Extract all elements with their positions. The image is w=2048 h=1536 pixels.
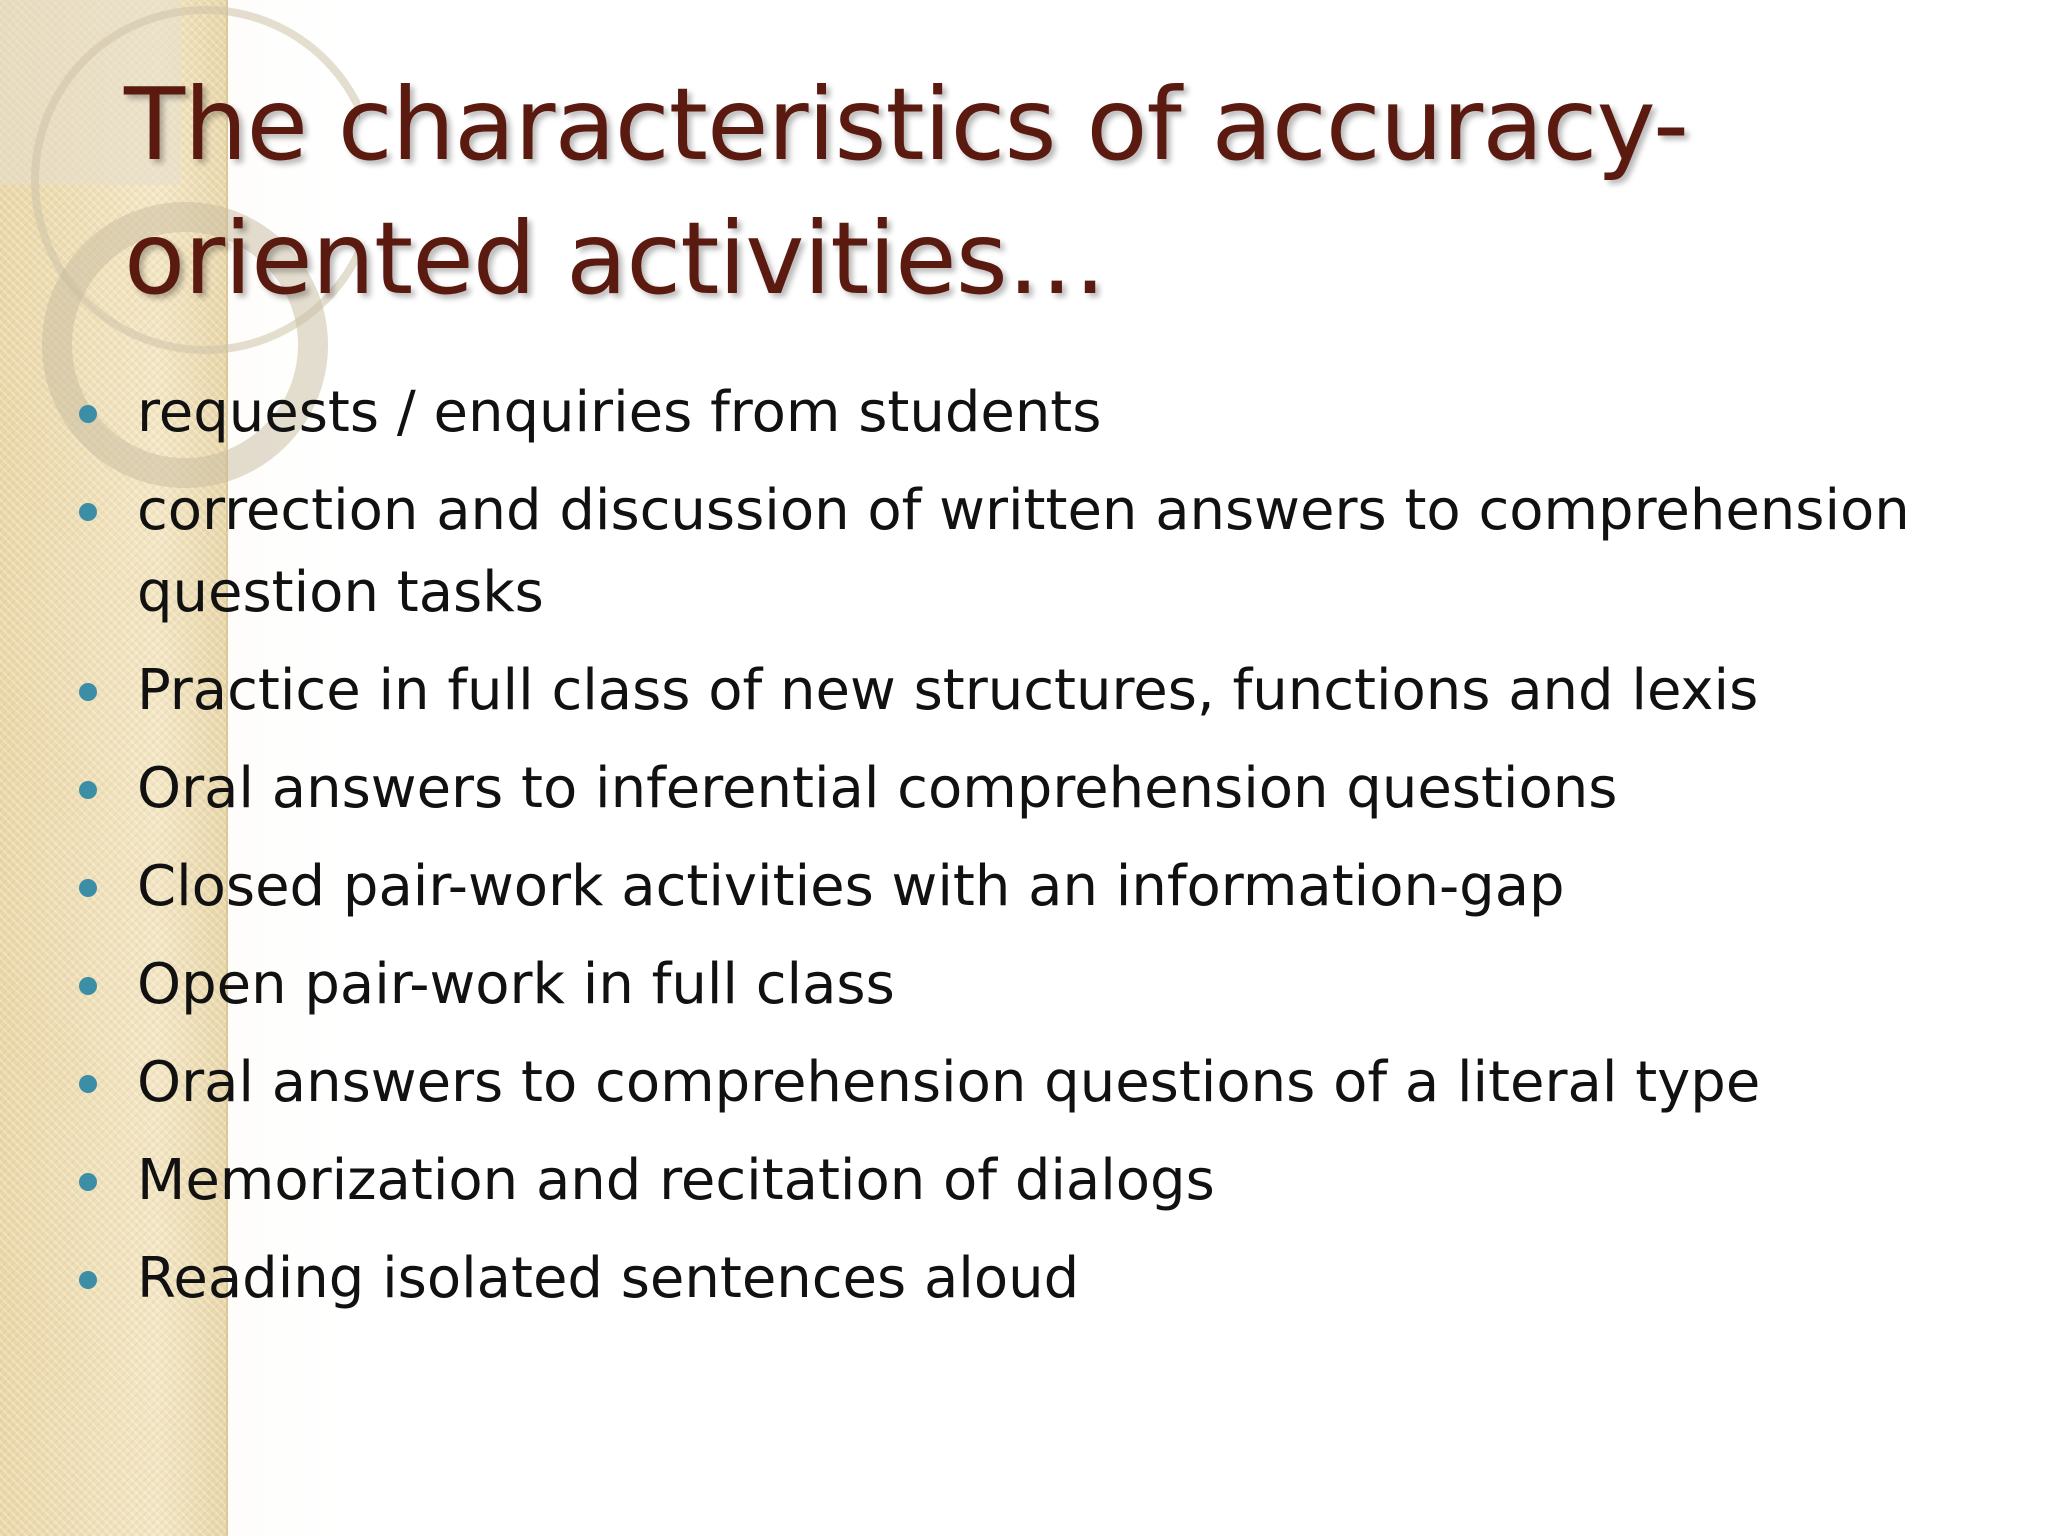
list-item-text: correction and discussion of written answers to comprehension question tasks bbox=[137, 478, 1910, 625]
bullet-dot-icon bbox=[79, 1271, 97, 1289]
list-item-text: Open pair-work in full class bbox=[137, 952, 895, 1017]
list-item bbox=[0, 470, 1957, 634]
bullet-dot-icon bbox=[79, 405, 97, 423]
list-item-text: Closed pair-work activities with an information-gap bbox=[137, 854, 1565, 919]
list-item bbox=[0, 944, 1957, 1026]
bullet-dot-icon bbox=[79, 1173, 97, 1191]
list-item-text: Oral answers to comprehension questions of a literal type bbox=[137, 1050, 1761, 1115]
list-item-text: Practice in full class of new structures, functions and lexis bbox=[137, 658, 1759, 723]
list-item bbox=[0, 846, 1957, 928]
list-item bbox=[0, 1238, 1957, 1320]
bullet-dot-icon bbox=[79, 879, 97, 897]
bullet-dot-icon bbox=[79, 1075, 97, 1093]
list-item-text: Reading isolated sentences aloud bbox=[137, 1246, 1080, 1311]
list-item bbox=[0, 372, 1957, 454]
list-item-text: Memorization and recitation of dialogs bbox=[137, 1148, 1215, 1213]
list-item-text: Oral answers to inferential comprehension questions bbox=[137, 756, 1618, 821]
bullet-dot-icon bbox=[79, 977, 97, 995]
slide-title: The characteristics of accuracy-oriented activities… bbox=[124, 66, 1689, 317]
bullet-dot-icon bbox=[79, 781, 97, 799]
list-item bbox=[0, 650, 1957, 732]
bullet-list bbox=[0, 372, 2048, 1336]
list-item bbox=[0, 748, 1957, 830]
list-item bbox=[0, 1042, 1957, 1124]
bullet-dot-icon bbox=[79, 683, 97, 701]
list-item bbox=[0, 1140, 1957, 1222]
bullet-dot-icon bbox=[79, 503, 97, 521]
list-item-text: requests / enquiries from students bbox=[137, 380, 1102, 445]
